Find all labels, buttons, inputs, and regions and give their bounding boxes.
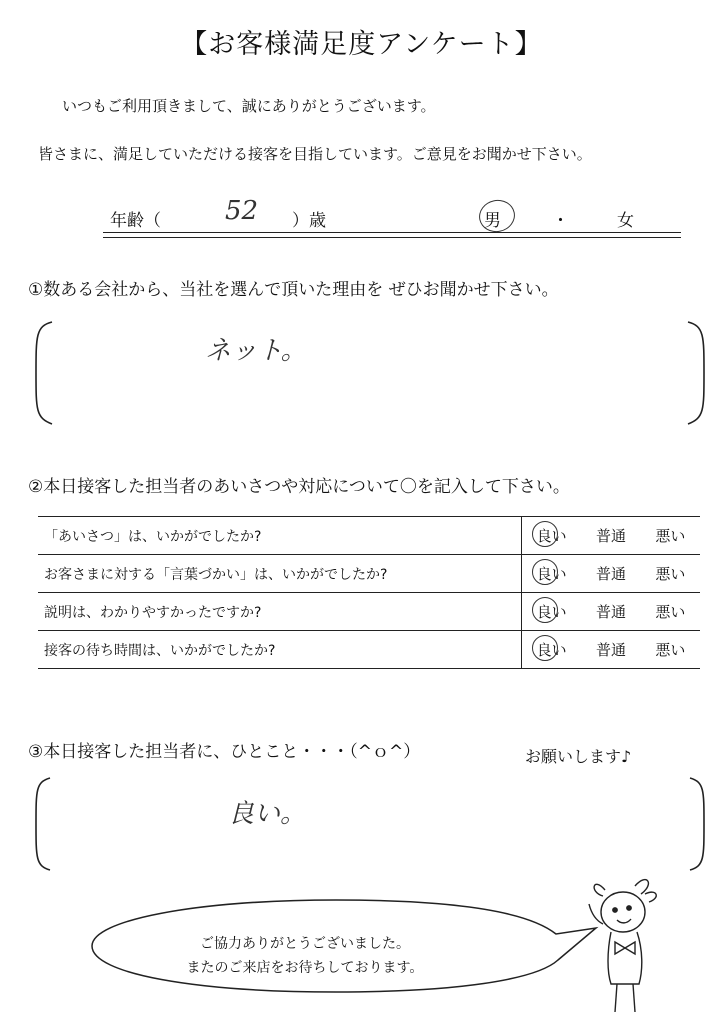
rating-options: [522, 517, 701, 555]
table-row: [38, 593, 700, 631]
rating-option-bad[interactable]: 悪い: [655, 603, 686, 621]
rating-option-normal[interactable]: 普通: [595, 527, 626, 545]
rating-option-bad[interactable]: 悪い: [655, 527, 686, 545]
gender-female[interactable]: 女: [617, 211, 634, 231]
table-row: [38, 631, 700, 669]
q1-label: ①数ある会社から、当社を選んで頂いた理由を ぜひお聞かせ下さい。: [28, 280, 559, 300]
rating-option-bad[interactable]: 悪い: [655, 641, 686, 659]
q3-answer-brackets: [30, 774, 710, 874]
gender-male[interactable]: 男: [484, 211, 501, 231]
survey-title: 【お客様満足度アンケート】: [180, 29, 543, 60]
q2-label: ②本日接客した担当者のあいさつや対応について〇を記入して下さい。: [28, 477, 570, 497]
age-suffix: ）歳: [292, 211, 326, 231]
rating-question: お客さまに対する「言葉づかい」は、いかがでしたか?: [38, 555, 522, 593]
closing-message: [120, 932, 490, 980]
rating-options: [522, 555, 701, 593]
rating-question: 「あいさつ」は、いかがでしたか?: [38, 517, 522, 555]
q3-answer[interactable]: 良い。: [228, 799, 307, 829]
q3-label: ③本日接客した担当者に、ひとこと・・・（^ｏ^）: [28, 742, 421, 762]
profile-underline-bottom: [103, 237, 681, 238]
profile-underline-top: [103, 232, 681, 233]
table-row: [38, 555, 700, 593]
age-label: 年齢（: [110, 211, 161, 231]
rating-options: [522, 593, 701, 631]
intro-line-1: いつもご利用頂きまして、誠にありがとうございます。: [62, 97, 436, 115]
gender-selection-circle: [476, 197, 518, 236]
rating-option-good[interactable]: 良い: [536, 527, 567, 545]
gender-dot: ・: [552, 211, 569, 231]
q1-answer[interactable]: ネット。: [205, 336, 307, 366]
rating-option-good[interactable]: 良い: [536, 565, 567, 583]
rating-question: 説明は、わかりやすかったですか?: [38, 593, 522, 631]
rating-option-normal[interactable]: 普通: [595, 565, 626, 583]
age-value[interactable]: 52: [225, 196, 259, 226]
mascot-illustration: [585, 872, 675, 1020]
table-row: [38, 517, 700, 555]
rating-option-good[interactable]: 良い: [536, 603, 567, 621]
rating-option-good[interactable]: 良い: [536, 641, 567, 659]
rating-options: [522, 631, 701, 669]
rating-option-bad[interactable]: 悪い: [655, 565, 686, 583]
rating-question: 接客の待ち時間は、いかがでしたか?: [38, 631, 522, 669]
rating-table: [38, 516, 700, 669]
closing-line-2: またのご来店をお待ちしております。: [186, 960, 424, 976]
rating-option-normal[interactable]: 普通: [595, 603, 626, 621]
q1-answer-brackets: [30, 318, 710, 428]
intro-line-2: 皆さまに、満足していただける接客を目指しています。ご意見をお聞かせ下さい。: [38, 145, 592, 163]
rating-option-normal[interactable]: 普通: [595, 641, 626, 659]
closing-line-1: ご協力ありがとうございました。: [200, 936, 410, 952]
q3-request: お願いします♪: [525, 747, 632, 766]
